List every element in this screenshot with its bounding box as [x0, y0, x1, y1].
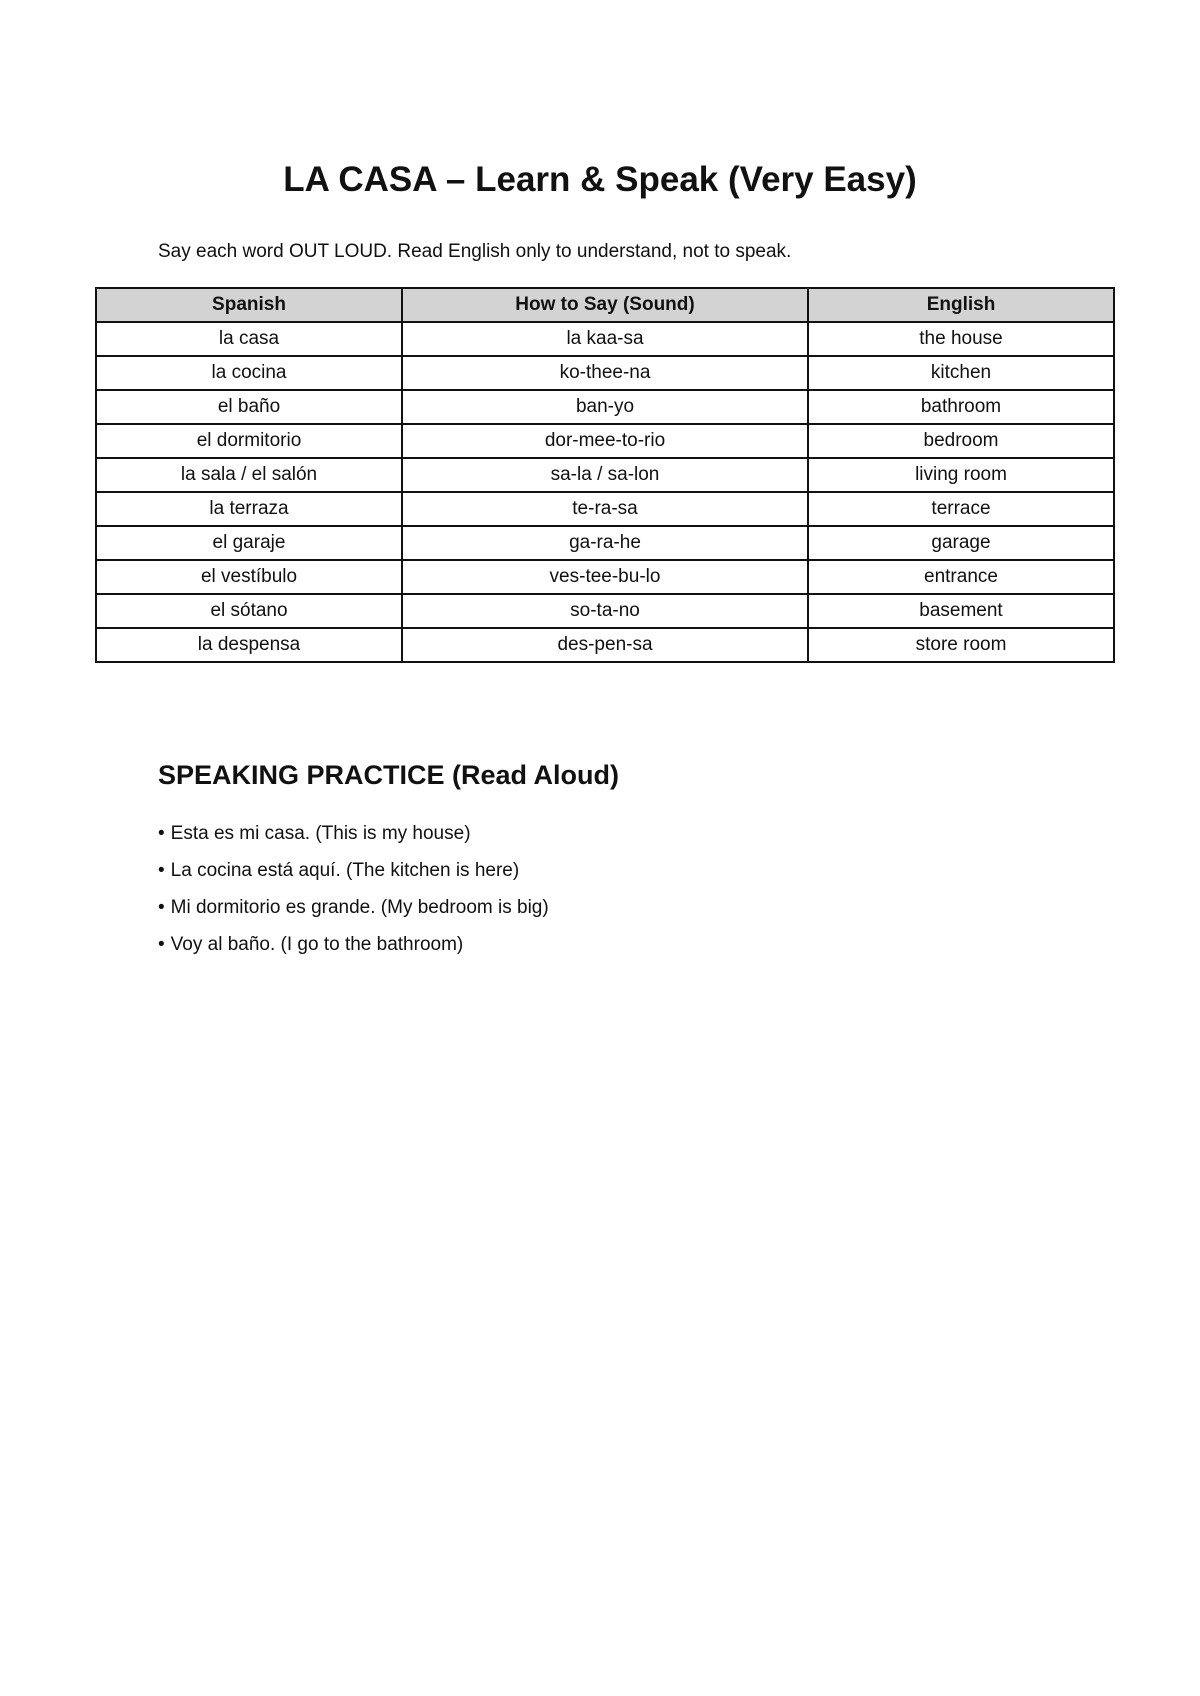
column-header-spanish: Spanish [96, 288, 402, 322]
pronunciation-cell: ban-yo [402, 390, 808, 424]
pronunciation-cell: te-ra-sa [402, 492, 808, 526]
practice-sentence: La cocina está aquí. (The kitchen is here) [170, 860, 520, 881]
table-row [96, 526, 1114, 560]
spanish-cell: el garaje [96, 526, 402, 560]
english-cell: living room [808, 458, 1114, 492]
table-row [96, 628, 1114, 662]
pronunciation-cell: dor-mee-to-rio [402, 424, 808, 458]
list-item [158, 896, 549, 933]
table-row [96, 560, 1114, 594]
english-cell: store room [808, 628, 1114, 662]
bullet-icon: • [158, 823, 165, 844]
english-cell: kitchen [808, 356, 1114, 390]
spanish-cell: la cocina [96, 356, 402, 390]
pronunciation-cell: sa-la / sa-lon [402, 458, 808, 492]
list-item [158, 933, 549, 970]
spanish-cell: el dormitorio [96, 424, 402, 458]
pronunciation-cell: des-pen-sa [402, 628, 808, 662]
table-row [96, 492, 1114, 526]
english-cell: bedroom [808, 424, 1114, 458]
table-row [96, 322, 1114, 356]
table-row [96, 356, 1114, 390]
pronunciation-cell: la kaa-sa [402, 322, 808, 356]
english-cell: terrace [808, 492, 1114, 526]
practice-list [158, 822, 549, 970]
speaking-practice-heading: SPEAKING PRACTICE (Read Aloud) [158, 760, 620, 790]
page-title: LA CASA – Learn & Speak (Very Easy) [283, 160, 917, 199]
spanish-cell: la casa [96, 322, 402, 356]
bullet-icon: • [158, 934, 165, 955]
vocabulary-table [95, 287, 1115, 663]
spanish-cell: la despensa [96, 628, 402, 662]
table-row [96, 458, 1114, 492]
bullet-icon: • [158, 860, 165, 881]
pronunciation-cell: so-ta-no [402, 594, 808, 628]
pronunciation-cell: ga-ra-he [402, 526, 808, 560]
english-cell: basement [808, 594, 1114, 628]
spanish-cell: el baño [96, 390, 402, 424]
spanish-cell: el sótano [96, 594, 402, 628]
pronunciation-cell: ves-tee-bu-lo [402, 560, 808, 594]
instruction-text: Say each word OUT LOUD. Read English only to understand, not to speak. [158, 241, 792, 262]
pronunciation-cell: ko-thee-na [402, 356, 808, 390]
spanish-cell: el vestíbulo [96, 560, 402, 594]
spanish-cell: la sala / el salón [96, 458, 402, 492]
table-row [96, 424, 1114, 458]
table-header-row [96, 288, 1114, 322]
table-row [96, 390, 1114, 424]
english-cell: entrance [808, 560, 1114, 594]
column-header-english: English [808, 288, 1114, 322]
bullet-icon: • [158, 897, 165, 918]
practice-sentence: Voy al baño. (I go to the bathroom) [170, 934, 464, 955]
practice-sentence: Mi dormitorio es grande. (My bedroom is big) [170, 897, 549, 918]
english-cell: garage [808, 526, 1114, 560]
table-row [96, 594, 1114, 628]
column-header-pronunciation: How to Say (Sound) [402, 288, 808, 322]
list-item [158, 822, 549, 859]
english-cell: the house [808, 322, 1114, 356]
list-item [158, 859, 549, 896]
english-cell: bathroom [808, 390, 1114, 424]
practice-sentence: Esta es mi casa. (This is my house) [170, 823, 471, 844]
spanish-cell: la terraza [96, 492, 402, 526]
